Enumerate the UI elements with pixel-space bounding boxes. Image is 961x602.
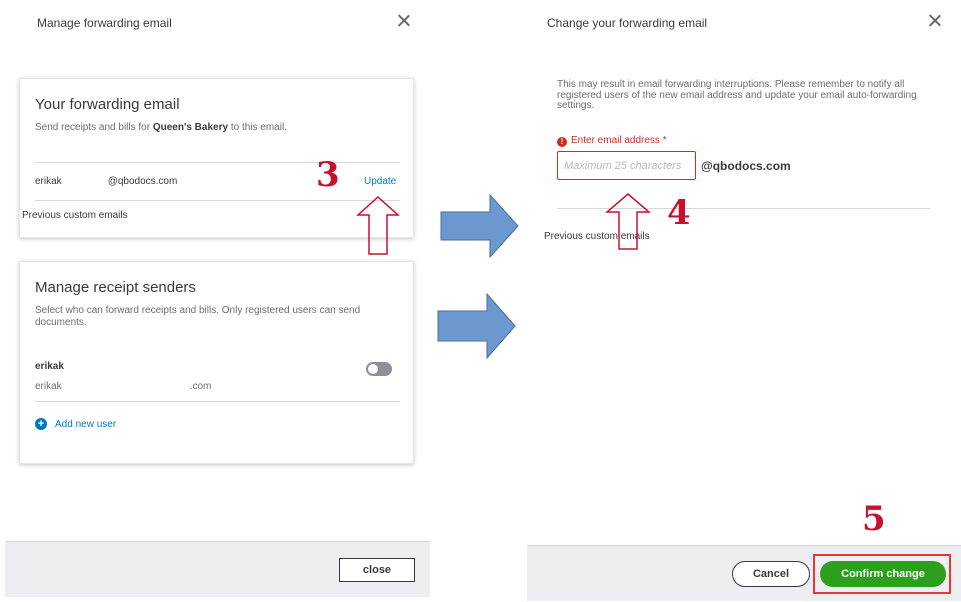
change-forwarding-dialog	[527, 0, 961, 602]
card-title: Manage receipt senders	[35, 279, 196, 296]
add-new-user-link[interactable]: Add new user	[55, 419, 117, 430]
manage-forwarding-dialog	[0, 0, 430, 602]
add-circle-icon[interactable]: +	[35, 418, 47, 430]
toggle-knob	[368, 364, 378, 374]
close-button[interactable]: close	[339, 558, 415, 582]
flow-arrow-icon	[437, 293, 517, 359]
email-domain: @qbodocs.com	[701, 159, 791, 173]
notice-text: This may result in email forwarding interruptions. Please remember to notify all registered users of the new email address and update your email auto-forwarding settings.	[557, 79, 917, 111]
step-5-number: 5	[862, 499, 886, 539]
forwarding-email-card	[19, 78, 414, 238]
error-label: ! Enter email address *	[557, 135, 667, 147]
step-4-number: 4	[667, 193, 691, 233]
email-input[interactable]	[557, 151, 696, 180]
flow-arrow-icon	[440, 194, 520, 258]
sender-email: erikak .com	[35, 381, 212, 392]
dialog-footer	[5, 541, 430, 597]
divider	[35, 401, 400, 402]
error-icon: !	[557, 137, 567, 147]
receipt-senders-card	[19, 261, 414, 464]
update-link[interactable]: Update	[364, 176, 397, 187]
confirm-highlight-box	[813, 554, 951, 594]
cancel-button[interactable]: Cancel	[732, 561, 810, 587]
previous-emails-label: Previous custom emails	[544, 231, 650, 242]
step-3-arrow-icon	[356, 196, 400, 256]
previous-emails-label: Previous custom emails	[22, 210, 128, 221]
dialog-title: Change your forwarding email	[547, 16, 708, 30]
card-title: Your forwarding email	[35, 96, 180, 113]
sender-toggle[interactable]	[366, 362, 392, 376]
close-icon[interactable]	[927, 13, 943, 29]
forwarding-email-value: erikak @qbodocs.com	[35, 176, 178, 187]
divider	[35, 200, 400, 201]
close-icon[interactable]	[396, 13, 412, 29]
sender-name: erikak	[35, 361, 64, 372]
card-subtitle: Select who can forward receipts and bills. Only registered users can send documents.	[35, 305, 361, 328]
step-3-number: 3	[316, 155, 340, 195]
step-4-arrow-icon	[605, 193, 651, 251]
dialog-title: Manage forwarding email	[37, 16, 172, 30]
divider	[35, 162, 400, 163]
card-subtitle: Send receipts and bills for Queen's Bakery to this email.	[35, 122, 287, 133]
confirm-change-button[interactable]: Confirm change	[820, 561, 946, 587]
